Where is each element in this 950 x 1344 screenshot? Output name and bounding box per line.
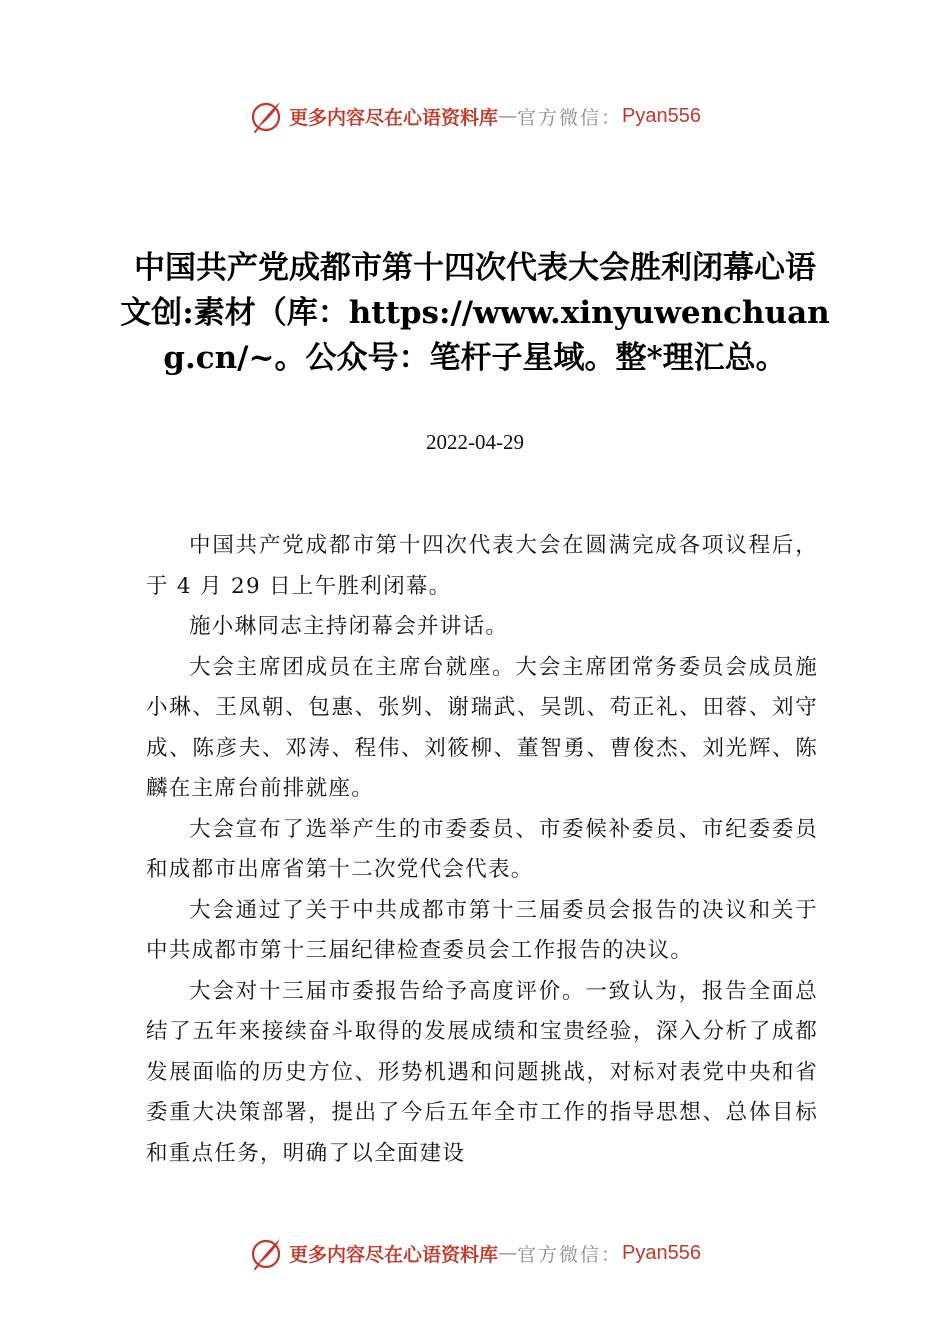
watermark-brand-text: 更多内容尽在心语资料库 [289, 106, 499, 129]
watermark-brand-text: 更多内容尽在心语资料库 [289, 1243, 499, 1266]
document-title: 中国共产党成都市第十四次代表大会胜利闭幕心语文创:素材（库：https://www.xinyuwenchuang.cn/~。公众号：笔杆子星域。整*理汇总。 [120, 250, 830, 376]
body-paragraph: 大会宣布了选举产生的市委委员、市委候补委员、市纪委委员和成都市出席省第十二次党代会代表。 [146, 816, 818, 882]
watermark-banner-top [0, 96, 950, 136]
document-body [146, 526, 818, 1174]
body-paragraph: 中国共产党成都市第十四次代表大会在圆满完成各项议程后，于 4 月 29 日上午胜利闭幕。 [146, 533, 818, 599]
watermark-wechat-id: Pyan556 [622, 104, 701, 127]
body-paragraph: 大会通过了关于中共成都市第十三届委员会报告的决议和关于中共成都市第十三届纪律检查委员会工作报告的决议。 [146, 897, 818, 963]
body-paragraph: 施小琳同志主持闭幕会并讲话。 [189, 614, 509, 639]
watermark-separator: — [498, 105, 518, 127]
watermark-wechat-id: Pyan556 [622, 1241, 701, 1264]
body-paragraph: 大会主席团成员在主席台就座。大会主席团常务委员会成员施小琳、王凤朝、包惠、张刿、谢瑞武、吴凯、苟正礼、田蓉、刘守成、陈彦夫、邓涛、程伟、刘筱柳、董智勇、曹俊杰、刘光辉、陈麟在主席台前排就座。 [146, 654, 818, 801]
watermark-separator: — [498, 1242, 518, 1264]
watermark-banner-bottom [0, 1233, 950, 1273]
quill-pen-logo-icon [249, 1235, 285, 1271]
quill-pen-logo-icon [249, 98, 285, 134]
body-paragraph: 大会对十三届市委报告给予高度评价。一致认为，报告全面总结了五年来接续奋斗取得的发展成绩和宝贵经验，深入分析了成都发展面临的历史方位、形势机遇和问题挑战，对标对表党中央和省委重大决策部署，提出了今后五年全市工作的指导思想、总体目标和重点任务，明确了以全面建设 [146, 978, 818, 1166]
watermark-wechat-label: 官方微信： [517, 106, 623, 129]
watermark-wechat-label: 官方微信： [517, 1243, 623, 1266]
document-date: 2022-04-29 [426, 430, 524, 454]
